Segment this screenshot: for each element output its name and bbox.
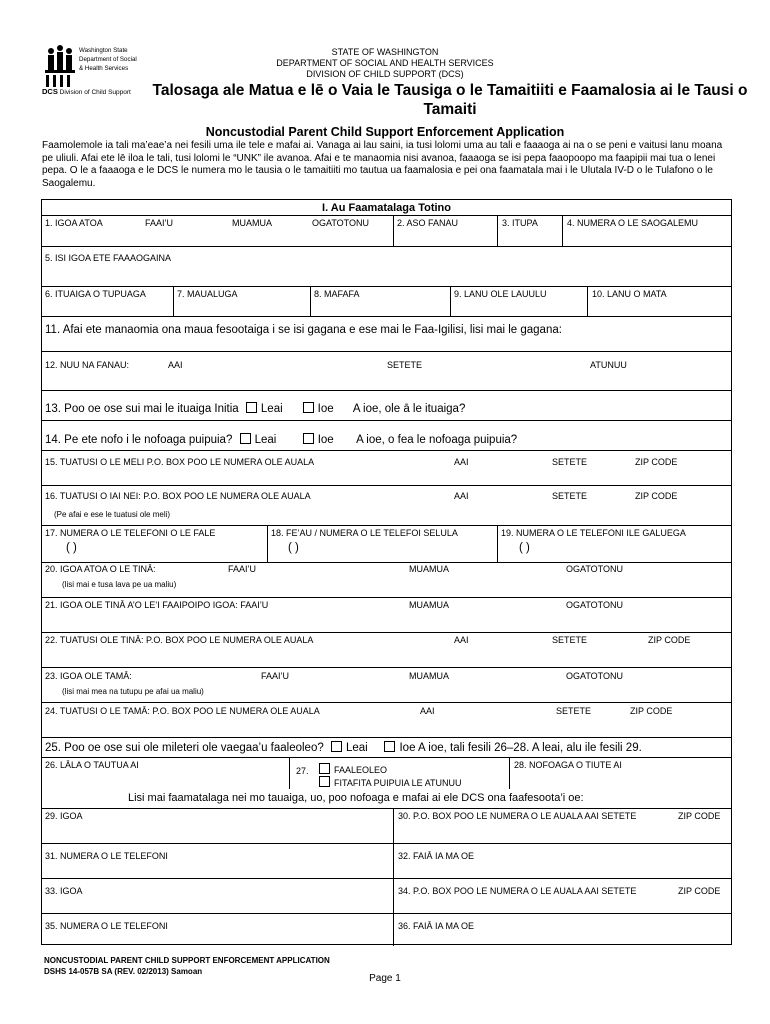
field-mailing-address[interactable]: 15. TUATUSI O LE MELI P.O. BOX POO LE NUMERA OLE AUALA [45,457,315,467]
field-full-name-last: FAAI’U [145,218,174,228]
field-father-middle: OGATOTONU [566,671,624,681]
question-military-label: 25. Poo oe ose sui ole mileteri ole vaegaa’u faaleoleo? [45,742,324,754]
question-military [45,741,642,754]
field-full-name[interactable]: 1. IGOA ATOA [45,218,103,228]
form-subtitle: Noncustodial Parent Child Support Enforcement Application [205,125,565,139]
field-mailing-state: SETETE [552,457,588,467]
instructions: Faamolemole ia tali ma’eae’a nei fesili uma ile tele e mafai ai. Vanaga ai lau saini, ia tusi lolomi uma au tali e faaaoga ai na o se peni e vaitusi lanu moana pe uliuli. Afai ete lē iloa le tali, tusi lolomi le “UNK” ile avanoa. Afai e te manaomia nisi avanoa, faaaoga se isi pepa faaopoopo ma faapipii mai tua o lenei pepa. O le a faaaoga e le DCS le numera mo le tausia o le tamaitiiti mo tautua ua faamalosia e pei ona faamatala mai i le Ulutala IV-D o le Tulafono o le Saogalemu. [42,140,723,189]
option-national-guard-label: FITAFITA PUIPUIA LE ATUNUU [334,778,462,788]
question-indian-tribe [45,402,465,415]
checkbox-reserve[interactable] [319,763,330,774]
field-cell-phone[interactable]: 18. FE’AU / NUMERA O LE TELEFOI SELULA [271,528,458,538]
checkbox-tribe-no-label: Leai [260,403,283,415]
question-protected-label: 14. Pe ete nofo i le nofoaga puipuia? [45,434,233,446]
field-military-type: 27. [296,766,309,776]
logo-line-1: Washington State [79,47,128,54]
note-father: (lisi mai mea na tutupu pe afai ua maliu) [62,687,204,696]
form-title: Talosaga ale Matua e lē o Vaia le Tausiga o le Tamaitiiti e Faamalosia ai le Tausi o Tamaiti [152,82,748,118]
option-national-guard [319,776,462,788]
cell-phone-area: ( ) [288,542,299,554]
checkbox-protected-no-label: Leai [254,434,277,446]
field-father-zip: ZIP CODE [630,706,673,716]
field-mother-state: SETETE [552,635,588,645]
field-residence-address[interactable]: 16. TUATUSI O IAI NEI: P.O. BOX POO LE NUMERA OLE AUALA [45,491,311,501]
checkbox-protected-no[interactable] [240,433,251,444]
field-mother-last: FAAI’U [228,564,257,574]
field-residence-state: SETETE [552,491,588,501]
question-indian-tribe-label: 13. Poo oe ose sui mai le ituaiga Initia [45,403,239,415]
dcs-name: Division of Child Support [59,89,131,96]
field-mother-maiden-first: MUAMUA [409,600,449,610]
field-mother-zip: ZIP CODE [648,635,691,645]
footer-form-title: NONCUSTODIAL PARENT CHILD SUPPORT ENFORCEMENT APPLICATION [44,956,330,965]
logo-line-2: Department of Social [79,56,137,63]
field-birthplace-state: SETETE [387,360,423,370]
field-contact1-name[interactable]: 29. IGOA [45,811,83,821]
agency-department: DEPARTMENT OF SOCIAL AND HEALTH SERVICES [276,58,494,68]
question-tribe-which: A ioe, ole ā le ituaiga? [352,403,466,415]
field-birth-date[interactable]: 2. ASO FANAU [397,218,459,228]
option-reserve-label: FAALEOLEO [334,765,388,775]
agency-state: STATE OF WASHINGTON [331,47,439,57]
field-hair-color[interactable]: 9. LANU OLE LAUULU [454,289,547,299]
home-phone-area: ( ) [66,542,77,554]
field-father-city: AAI [420,706,435,716]
field-father-last: FAAI’U [261,671,290,681]
field-mother-address[interactable]: 22. TUATUSI OLE TINĀ: P.O. BOX POO LE NUMERA OLE AUALA [45,635,314,645]
question-military-instructions: A ioe, tali fesili 26–28. A leai, alu ile fesili 29. [418,742,642,754]
field-residence-city: AAI [454,491,469,501]
logo-line-3: & Health Services [79,65,129,72]
field-contact2-zip: ZIP CODE [678,886,721,896]
dcs-abbr: DCS [42,87,58,96]
field-other-names[interactable]: 5. ISI IGOA ETE FAAAOGAINA [45,253,172,263]
page-number: Page 1 [369,973,401,984]
question-protected-where: A ioe, o fea le nofoaga puipuia? [356,434,518,446]
field-mother-city: AAI [454,635,469,645]
checkbox-military-no-label: Leai [345,742,368,754]
field-full-name-first: MUAMUA [232,218,272,228]
field-mother-name[interactable]: 20. IGOA ATOA O LE TINĀ: [45,564,156,574]
field-contact1-phone[interactable]: 31. NUMERA O LE TELEFONI [45,851,168,861]
field-father-name[interactable]: 23. IGOA OLE TAMĀ: [45,671,132,681]
field-father-state: SETETE [556,706,592,716]
checkbox-protected-yes-label: Ioe [317,434,334,446]
field-height[interactable]: 7. MAUALUGA [177,289,238,299]
field-mother-maiden-middle: OGATOTONU [566,600,624,610]
checkbox-military-yes-label: Ioe [399,742,416,754]
field-race[interactable]: 6. ITUAIGA O TUPUAGA [45,289,146,299]
field-work-phone[interactable]: 19. NUMERA O LE TELEFONI ILE GALUEGA [501,528,686,538]
field-contact2-relationship[interactable]: 36. FAIĀ IA MA OE [398,921,475,931]
checkbox-tribe-no[interactable] [246,402,257,413]
field-birthplace-city: AAI [168,360,183,370]
field-sex[interactable]: 3. ITUPA [502,218,538,228]
contacts-heading: Lisi mai faamatalaga nei mo tauaiga, uo, poo nofoaga e mafai ai ele DCS ona faafesoota’i oe: [128,792,584,804]
field-mailing-city: AAI [454,457,469,467]
field-eye-color[interactable]: 10. LANU O MATA [592,289,667,299]
field-ssn[interactable]: 4. NUMERA O LE SAOGALEMU [567,218,699,228]
field-mailing-zip: ZIP CODE [635,457,678,467]
field-residence-zip: ZIP CODE [635,491,678,501]
field-mother-middle: OGATOTONU [566,564,624,574]
checkbox-protected-yes[interactable] [303,433,314,444]
application-form [41,199,732,945]
field-language[interactable]: 11. Afai ete manaomia ona maua fesootaiga i se isi gagana e ese mai le Faa-Igilisi, lisi mai le gagana: [45,324,562,336]
section-personal-info: I. Au Faamatalaga Totino [322,202,451,214]
note-residence: (Pe afai e ese le tuatusi ole meli) [54,510,171,519]
agency-division: DIVISION OF CHILD SUPPORT (DCS) [306,69,464,79]
field-contact2-address[interactable]: 34. P.O. BOX POO LE NUMERA O LE AUALA AAI SETETE [398,886,637,896]
field-contact1-relationship[interactable]: 32. FAIĀ IA MA OE [398,851,475,861]
field-military-branch[interactable]: 26. LĀLA O TAUTUA AI [45,760,139,770]
agency-block [0,47,770,80]
field-contact1-address[interactable]: 30. P.O. BOX POO LE NUMERA O LE AUALA AAI SETETE [398,811,637,821]
field-home-phone[interactable]: 17. NUMERA O LE TELEFONI O LE FALE [45,528,216,538]
field-full-name-middle: OGATOTONU [312,218,370,228]
field-contact2-name[interactable]: 33. IGOA [45,886,83,896]
checkbox-military-no[interactable] [331,741,342,752]
checkbox-tribe-yes-label: Ioe [317,403,334,415]
field-duty-station[interactable]: 28. NOFOAGA O TIUTE AI [514,760,622,770]
field-weight[interactable]: 8. MAFAFA [314,289,360,299]
dcs-label [42,87,131,96]
question-protected-residence [45,433,517,446]
field-contact2-phone[interactable]: 35. NUMERA O LE TELEFONI [45,921,168,931]
note-mother: (lisi mai e tusa lava pe ua maliu) [62,580,177,589]
field-father-address[interactable]: 24. TUATUSI O LE TAMĀ: P.O. BOX POO LE NUMERA OLE AUALA [45,706,320,716]
field-contact1-zip: ZIP CODE [678,811,721,821]
footer-form-number: DSHS 14-057B SA (REV. 02/2013) Samoan [44,967,203,976]
field-father-first: MUAMUA [409,671,449,681]
checkbox-national-guard[interactable] [319,776,330,787]
work-phone-area: ( ) [519,542,530,554]
checkbox-tribe-yes[interactable] [303,402,314,413]
field-mother-first: MUAMUA [409,564,449,574]
option-reserve [319,763,387,775]
checkbox-military-yes[interactable] [384,741,395,752]
field-birthplace-country: ATUNUU [590,360,627,370]
field-mother-maiden[interactable]: 21. IGOA OLE TINĀ A’O LE’I FAAIPOIPO IGOA: FAAI’U [45,600,269,610]
field-birthplace[interactable]: 12. NUU NA FANAU: [45,360,130,370]
